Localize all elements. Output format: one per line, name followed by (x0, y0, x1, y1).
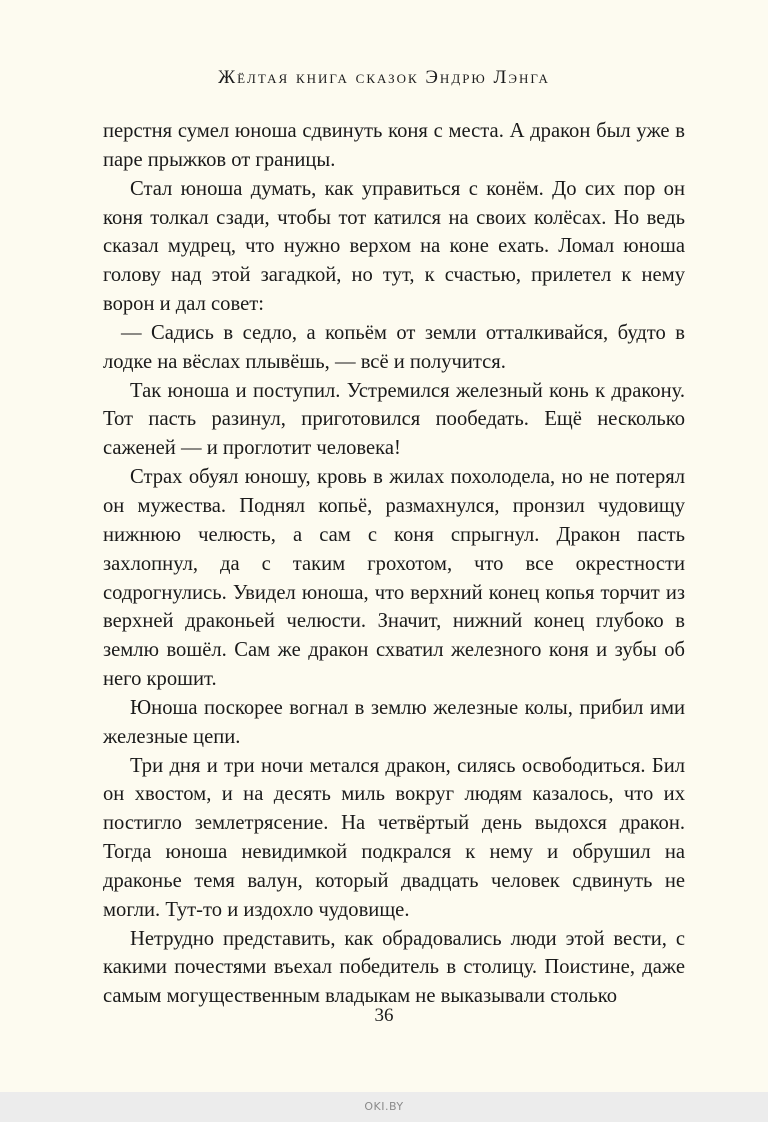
paragraph: Юноша поскорее вогнал в землю железные колы, прибил ими железные цепи. (103, 696, 685, 748)
page-number: 36 (374, 1005, 394, 1026)
site-watermark: OKI.BY (364, 1100, 404, 1113)
paragraph-dialogue: — Садись в седло, а копьём от земли отталкивайся, будто в лодке на вёслах плывёшь, — всё и получится. (103, 321, 685, 373)
paragraph: перстня сумел юноша сдвинуть коня с места. А дракон был уже в паре прыжков от границы. (103, 120, 685, 171)
paragraph: Так юноша и поступил. Устремился железный конь к дракону. Тот пасть разинул, приготовился пообедать. Ещё несколько саженей — и проглотит человека! (103, 379, 685, 460)
body-text (103, 117, 685, 1011)
paragraph: Три дня и три ночи метался дракон, силясь освободиться. Бил он хвостом, и на десять миль вокруг людям казалось, что их постигло землетрясение. На четвёртый день выдохся дракон. Тогда юноша невидимкой подкрался к нему и обрушил на драконье темя валун, который двадцать человек сдвинуть не могли. Тут-то и издохло чудовище. (103, 754, 685, 921)
paragraph: Стал юноша думать, как управиться с конём. До сих пор он коня толкал сзади, чтобы тот катился на своих колёсах. Но ведь сказал мудрец, что нужно верхом на коне ехать. Ломал юноша голову над этой загадкой, но тут, к счастью, прилетел к нему ворон и дал совет: (103, 177, 685, 316)
paragraph: Страх обуял юношу, кровь в жилах похолодела, но не потерял он мужества. Поднял копьё, размахнулся, пронзил чудовищу нижнюю челюсть, а сам с коня спрыгнул. Дракон пасть захлопнул, да с таким грохотом, что все окрестности содрогнулись. Увидел юноша, что верхний конец копья торчит из верхней драконьей челюсти. Значит, нижний конец глубоко в землю вошёл. Сам же дракон схватил железного коня и зубы об него крошит. (103, 466, 685, 691)
paragraph: Нетрудно представить, как обрадовались люди этой вести, с какими почестями въехал победитель в столицу. Поистине, даже самым могущественным владыкам не выказывали столько (103, 927, 685, 1008)
running-title: Жёлтая книга сказок Эндрю Лэнга (218, 67, 550, 88)
